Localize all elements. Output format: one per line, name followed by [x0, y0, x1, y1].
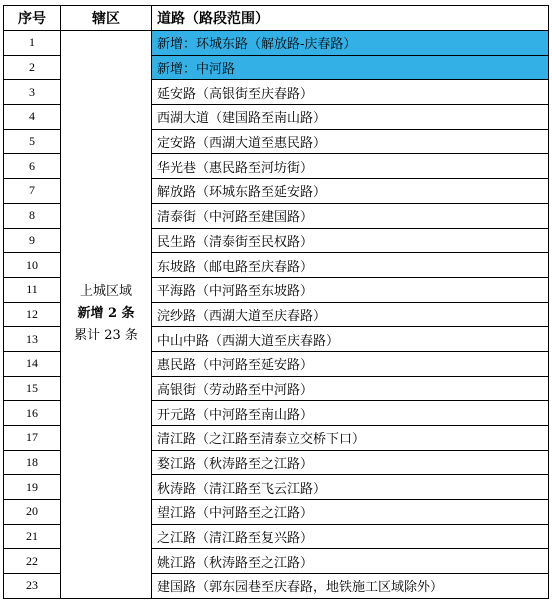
road-section: 民生路（清泰街至民权路） — [152, 228, 549, 253]
row-number: 23 — [4, 574, 61, 599]
row-number: 4 — [4, 105, 61, 130]
district-total-count: 累计 23 条 — [74, 328, 138, 344]
row-number: 2 — [4, 55, 61, 80]
road-section: 解放路（环城东路至延安路） — [152, 179, 549, 204]
road-section: 姚江路（秋涛路至之江路） — [152, 549, 549, 574]
header-row — [4, 6, 549, 31]
road-section: 新增：中河路 — [152, 55, 549, 80]
row-number: 17 — [4, 426, 61, 451]
district-cell — [61, 31, 152, 599]
table-body — [4, 31, 549, 599]
row-number: 1 — [4, 31, 61, 56]
road-section: 清泰街（中河路至建国路） — [152, 203, 549, 228]
road-section: 望江路（中河路至之江路） — [152, 500, 549, 525]
road-section: 定安路（西湖大道至惠民路） — [152, 129, 549, 154]
district-added-count: 新增 2 条 — [77, 306, 135, 322]
row-number: 5 — [4, 129, 61, 154]
road-section: 秋涛路（清江路至飞云江路） — [152, 475, 549, 500]
road-section: 东坡路（邮电路至庆春路） — [152, 253, 549, 278]
row-number: 22 — [4, 549, 61, 574]
row-number: 8 — [4, 203, 61, 228]
row-number: 13 — [4, 327, 61, 352]
row-number: 12 — [4, 302, 61, 327]
road-section: 延安路（高银街至庆春路） — [152, 80, 549, 105]
row-number: 15 — [4, 376, 61, 401]
road-section: 浣纱路（西湖大道至庆春路） — [152, 302, 549, 327]
header-seq: 序号 — [4, 6, 61, 31]
road-section: 清江路（之江路至清泰立交桥下口） — [152, 426, 549, 451]
row-number: 14 — [4, 351, 61, 376]
row-number: 21 — [4, 524, 61, 549]
row-number: 11 — [4, 277, 61, 302]
table-row — [4, 31, 549, 56]
row-number: 7 — [4, 179, 61, 204]
row-number: 20 — [4, 500, 61, 525]
road-section: 开元路（中河路至南山路） — [152, 401, 549, 426]
road-section: 建国路（郭东园巷至庆春路，地铁施工区域除外） — [152, 574, 549, 599]
road-section: 中山中路（西湖大道至庆春路） — [152, 327, 549, 352]
road-section: 华光巷（惠民路至河坊街） — [152, 154, 549, 179]
row-number: 18 — [4, 450, 61, 475]
header-road: 道路（路段范围） — [152, 6, 549, 31]
road-section: 之江路（清江路至复兴路） — [152, 524, 549, 549]
row-number: 6 — [4, 154, 61, 179]
row-number: 9 — [4, 228, 61, 253]
row-number: 3 — [4, 80, 61, 105]
road-table — [3, 5, 549, 599]
road-section: 婺江路（秋涛路至之江路） — [152, 450, 549, 475]
district-name: 上城区域 — [79, 284, 132, 300]
row-number: 19 — [4, 475, 61, 500]
header-district: 辖区 — [61, 6, 152, 31]
road-section: 平海路（中河路至东坡路） — [152, 277, 549, 302]
road-section: 新增：环城东路（解放路-庆春路） — [152, 31, 549, 56]
row-number: 10 — [4, 253, 61, 278]
road-section: 西湖大道（建国路至南山路） — [152, 105, 549, 130]
road-section: 惠民路（中河路至延安路） — [152, 351, 549, 376]
row-number: 16 — [4, 401, 61, 426]
road-section: 高银街（劳动路至中河路） — [152, 376, 549, 401]
